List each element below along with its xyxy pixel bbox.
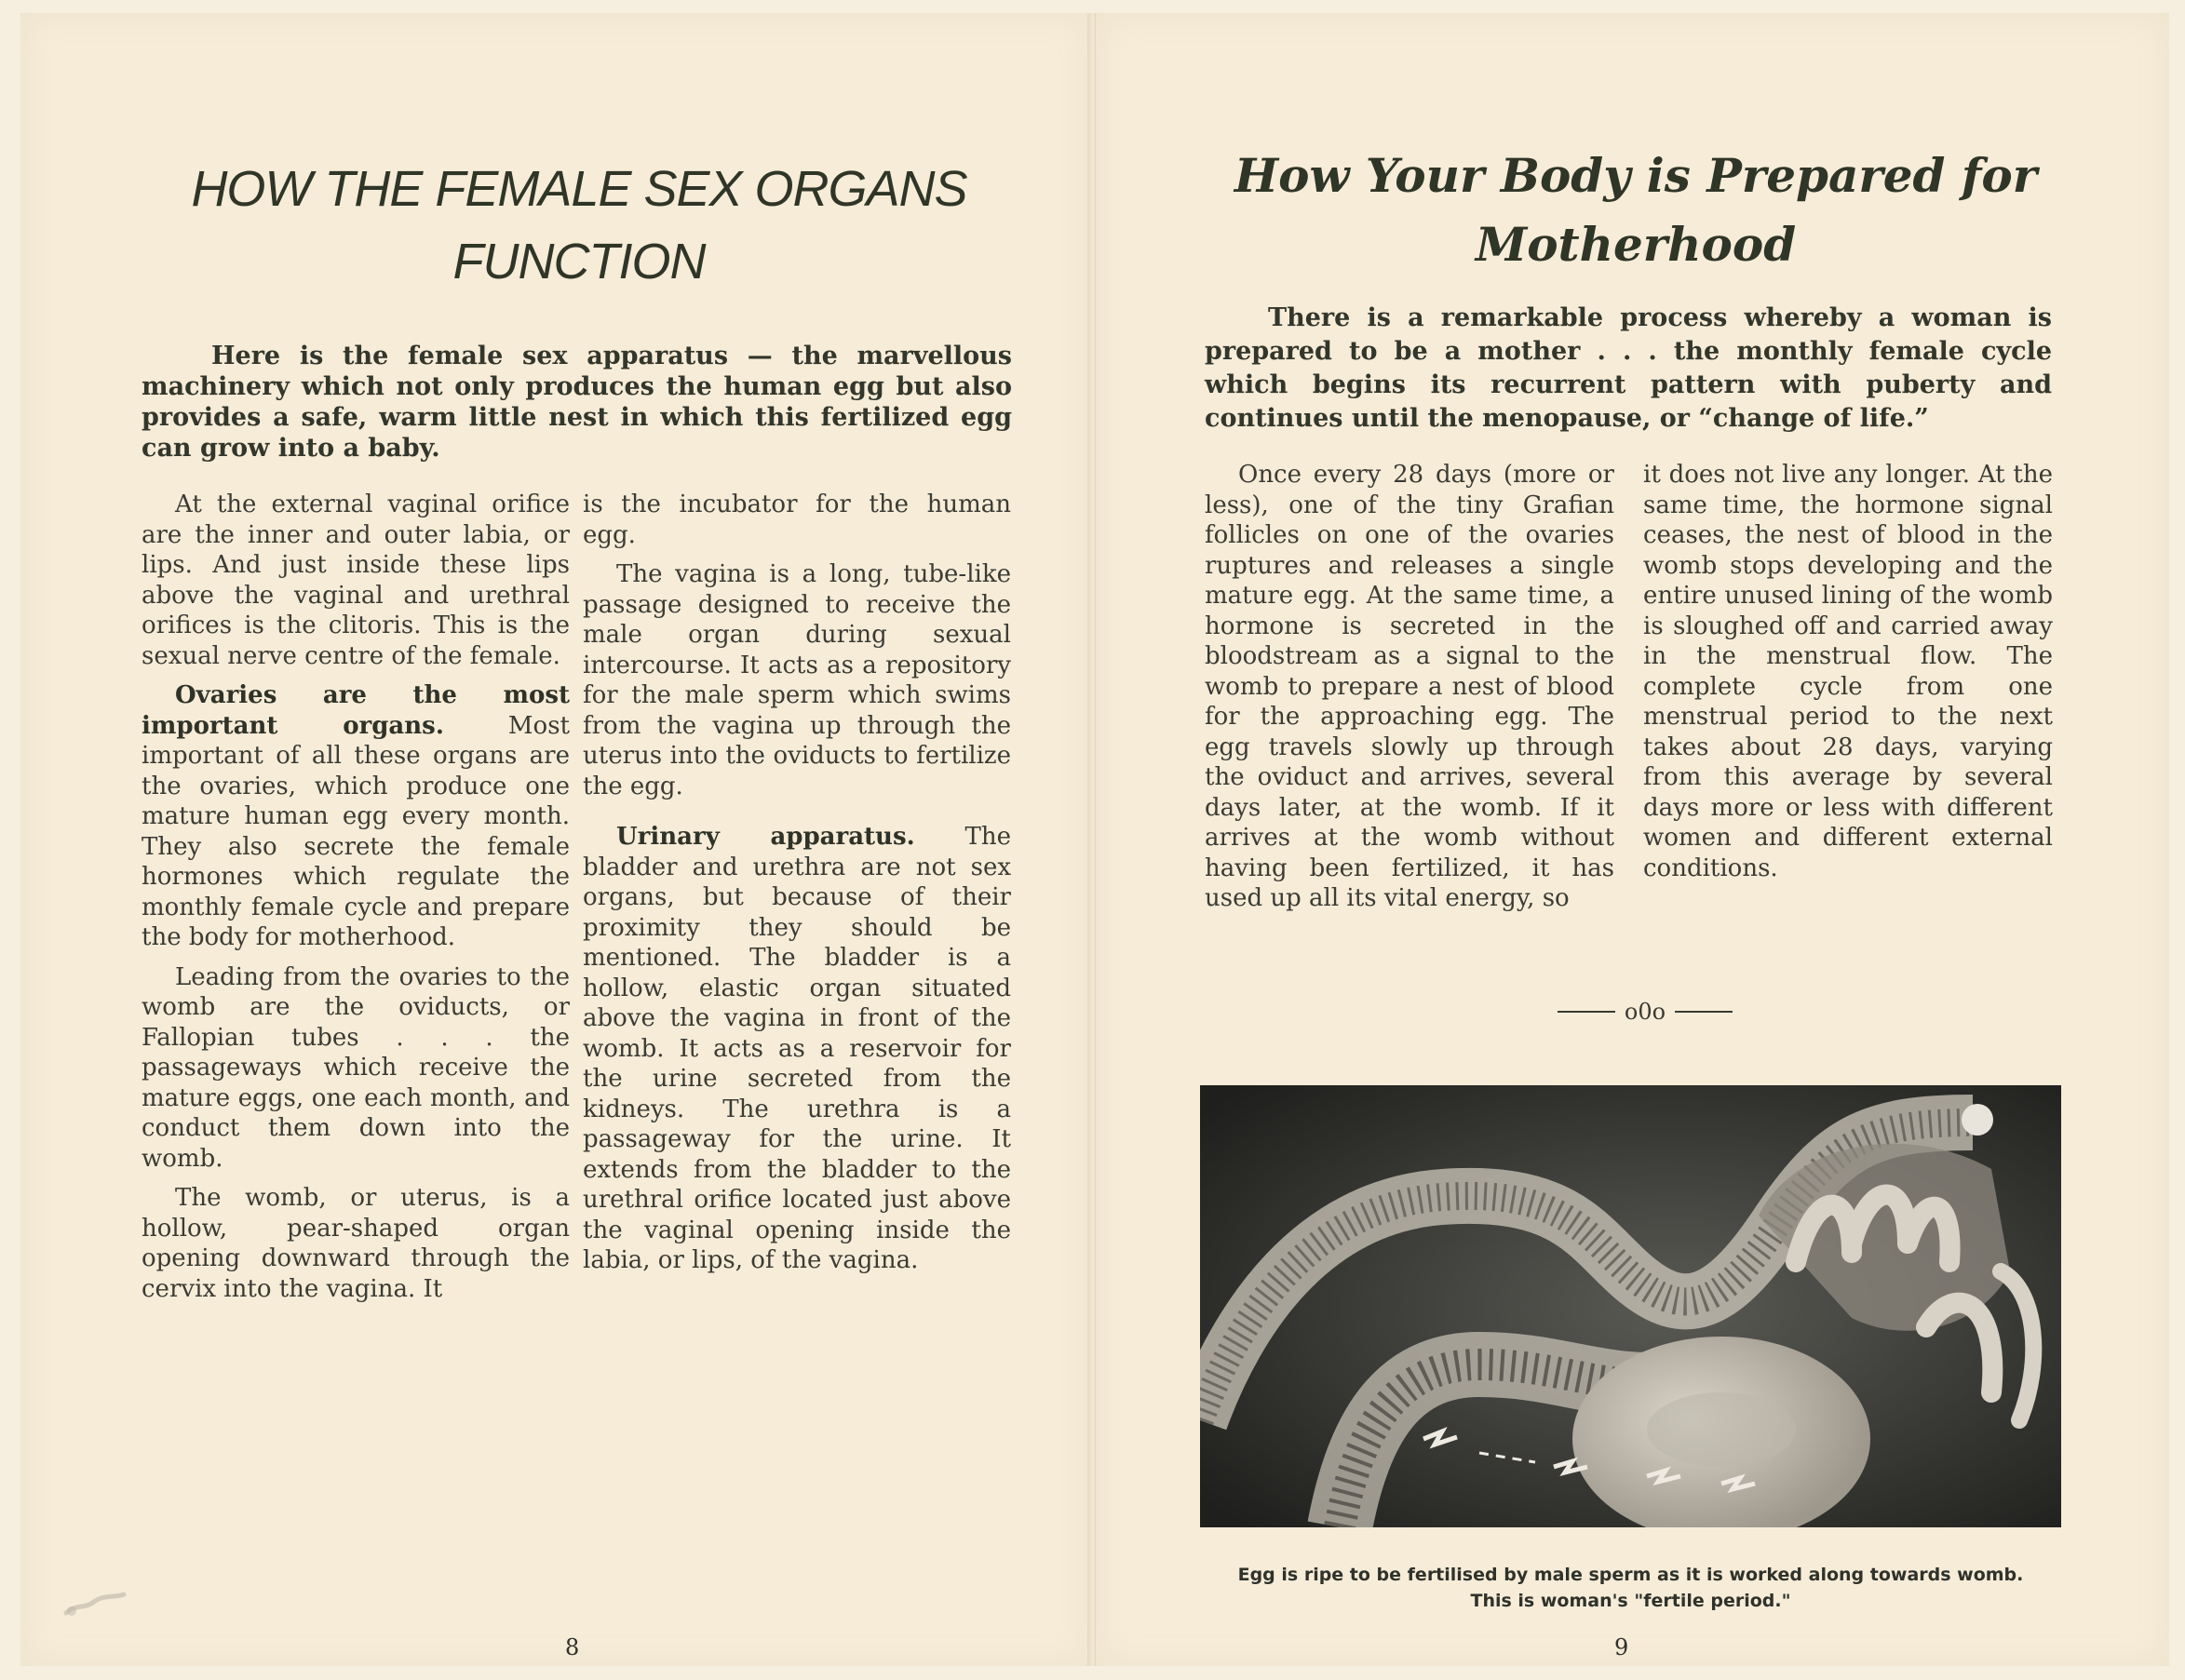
left-title-line-2: FUNCTION bbox=[452, 234, 706, 289]
paper-smudge-icon bbox=[62, 1591, 128, 1619]
divider-rule-left bbox=[1558, 1011, 1615, 1013]
page-number-left: 8 bbox=[565, 1634, 580, 1660]
urinary-body: The bladder and urethra are not sex organs, but because of their proximity they should be mentioned. The bladder is a hollow, elastic organ situated above the vagina in front of the womb. It acts as a reservoir for the urine secreted from the kidneys. The urethra is a passageway for the urine. It extends from the bladder to the urethral orifice located just above the vaginal opening inside the labia, or lips, of the vagina. bbox=[583, 823, 1011, 1274]
right-page-title bbox=[1152, 141, 2120, 279]
figure-caption bbox=[1200, 1562, 2061, 1614]
right-page bbox=[1095, 13, 2169, 1666]
fertilization-diagram-icon bbox=[1200, 1085, 2061, 1527]
ovaries-lead: Ovaries are the most important organs. bbox=[142, 681, 570, 740]
section-divider bbox=[1524, 998, 1766, 1026]
paragraph-ovaries bbox=[142, 680, 570, 953]
paragraph-cycle-start: Once every 28 days (more or less), one of the tiny Grafian follicles on one of the ovaries ruptures and releases a single mature egg. At the same time, a hormone is secreted in the bloodstream as a signal to the womb to prepare a nest of blood for the approaching egg. The egg travels slowly up through the oviduct and arrives, several days later, at the womb. If it arrives at the womb without having been fertilized, it has used up all its vital energy, so bbox=[1205, 461, 1614, 912]
divider-rule-right bbox=[1675, 1011, 1733, 1013]
paragraph-incubator: is the incubator for the human egg. bbox=[583, 491, 1011, 549]
left-page-title bbox=[132, 153, 1026, 298]
left-intro-paragraph: Here is the female sex apparatus — the marvellous machinery which not only produces the human egg but also provides a safe, warm little nest in which this fertilized egg can grow into a baby. bbox=[142, 342, 1012, 463]
divider-mark: o0o bbox=[1624, 999, 1666, 1025]
right-intro-paragraph: There is a remarkable process whereby a woman is prepared to be a mother . . . the monthly female cycle which begins its recurrent pattern with puberty and continues until the menopause, or “change of life.” bbox=[1205, 303, 2052, 433]
left-page bbox=[20, 13, 1092, 1666]
paragraph-cycle-end: it does not live any longer. At the same time, the hormone signal ceases, the nest of blood in the womb stops developing and the entire unused lining of the womb is sloughed off and carried away in the menstrual flow. The complete cycle from one menstrual period to the next takes about 28 days, varying from this average by several days more or less with different women and different external conditions. bbox=[1643, 461, 2053, 882]
left-column-1 bbox=[142, 490, 570, 1313]
paragraph-urinary bbox=[583, 822, 1011, 1276]
paragraph-external-organs: At the external vaginal orifice are the inner and outer labia, or lips. And just inside these lips above the vaginal and urethral orifices is the clitoris. This is the sexual nerve centre of the female. bbox=[142, 491, 570, 670]
caption-line-1: Egg is ripe to be fertilised by male sperm as it is worked along towards womb. bbox=[1237, 1565, 2024, 1585]
paragraph-oviducts: Leading from the ovaries to the womb are the oviducts, or Fallopian tubes . . . the passageways which receive the mature eggs, one each month, and conduct them down into the womb. bbox=[142, 962, 570, 1173]
left-column-2 bbox=[583, 490, 1011, 1285]
caption-line-2: This is woman's "fertile period." bbox=[1470, 1591, 1791, 1611]
right-column-2 bbox=[1643, 460, 2053, 893]
paragraph-vagina: The vagina is a long, tube-like passage designed to receive the male organ during sexual intercourse. It acts as a repository for the male sperm which swims from the vagina up through the uterus into the oviducts to fertilize the egg. bbox=[583, 560, 1011, 800]
anatomy-illustration bbox=[1200, 1085, 2061, 1527]
page-number-right: 9 bbox=[1614, 1634, 1629, 1660]
paragraph-womb: The womb, or uterus, is a hollow, pear-shaped organ opening downward through the cervix into the vagina. It bbox=[142, 1184, 570, 1303]
left-title-line-1: HOW THE FEMALE SEX ORGANS bbox=[191, 161, 967, 217]
urinary-lead: Urinary apparatus. bbox=[616, 823, 915, 851]
right-title-line-1: How Your Body is Prepared for bbox=[1234, 148, 2038, 203]
right-title-line-2: Motherhood bbox=[1475, 217, 1797, 272]
ovaries-body: Most important of all these organs are the ovaries, which produce one mature human egg every month. They also secrete the female hormones which regulate the monthly female cycle and prepare the body for motherhood. bbox=[142, 711, 570, 951]
right-column-1 bbox=[1205, 460, 1614, 923]
